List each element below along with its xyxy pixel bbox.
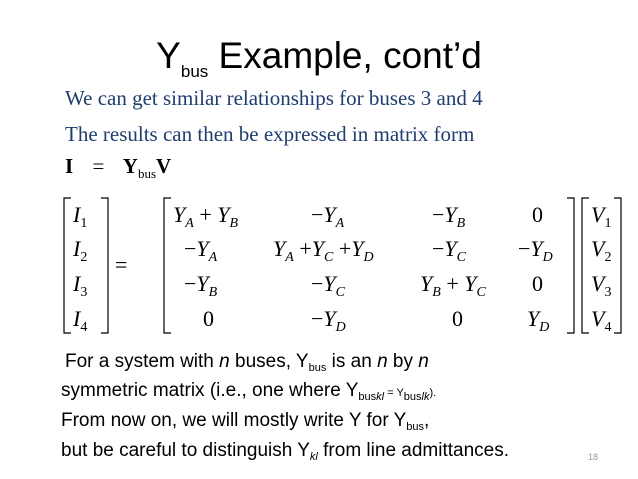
bracket-v-right [614,198,621,333]
i3: $I_3$ [73,271,88,300]
v1: $V_1$ [591,202,612,231]
title-y: Y [156,35,181,76]
eq-ysub: bus [137,166,156,181]
text-line-matrix-form: The results can then be expressed in matrix form [65,122,475,146]
m12: $-Y_A$ [311,202,345,231]
bracket-i-left [64,198,71,333]
eq-lhs: I [65,154,74,178]
m23: $-Y_C$ [432,236,467,265]
m14: 0 [532,202,543,227]
m43: 0 [452,306,463,331]
bottom-line-1 [65,351,429,374]
b2-sub1 [358,391,384,403]
eq-v: V [156,154,172,178]
m22: $Y_A +Y_C +Y_D$ [273,236,374,265]
b3-end: , [424,410,430,431]
bracket-y-left [164,198,171,333]
b3-text: From now on, we will mostly write Y for Y [61,410,407,431]
b1-text-b: buses, Y [229,351,309,372]
eq-equals: = [92,154,105,178]
b3-sub: bus [406,421,425,433]
text-line-buses: We can get similar relationships for buses 3 and 4 [65,86,483,110]
bracket-v-left [582,198,589,333]
m31: $-Y_B$ [184,271,218,300]
page-number: 18 [587,452,598,462]
m34: 0 [532,271,543,296]
m41: 0 [203,306,214,331]
b4-sub: kl [309,451,318,463]
b1-n3: n [418,351,429,372]
b4-text-b: from line admittances. [317,440,510,461]
m44: $Y_D$ [527,306,550,335]
title-rest: Example, cont’d [208,35,482,76]
b1-n2: n [377,351,388,372]
m24: $-Y_D$ [518,236,553,265]
matrix-equals: = [115,252,128,277]
m42: $-Y_D$ [311,306,346,335]
bottom-line-3 [61,410,429,433]
i4: $I_4$ [73,306,88,335]
v4: $V_4$ [591,306,612,335]
b1-text-c: is an [326,351,378,372]
bottom-line-2 [61,380,436,403]
eq-y: Y [122,154,138,178]
b2-eq: = Y [384,387,404,399]
b2-sub2-text: bus [403,391,422,403]
m32: $-Y_C$ [311,271,346,300]
b1-n1: n [219,351,230,372]
b2-sub1-text: bus [358,391,377,403]
m33: $Y_B + Y_C$ [420,271,486,300]
b1-text-a: For a system with [65,351,220,372]
b4-text-a: but be careful to distinguish Y [61,440,310,461]
m21: $-Y_A$ [184,236,218,265]
i2: $I_2$ [73,236,88,265]
b2-sub2 [404,391,430,403]
v2: $V_2$ [591,236,612,265]
i1: $I_1$ [73,202,88,231]
b1-sub: bus [308,362,327,374]
b2-end: ). [429,387,437,399]
v3: $V_3$ [591,271,612,300]
b2-k2: lk [421,391,430,403]
title-subscript: bus [180,62,209,81]
bottom-line-4 [61,440,509,463]
b2-k1: kl [376,391,385,403]
bracket-y-right [567,198,574,333]
b1-text-d: by [387,351,419,372]
bracket-i-right [101,198,108,333]
m13: $-Y_B$ [432,202,466,231]
b2-text-a: symmetric matrix (i.e., one where Y [61,380,359,401]
m11: $Y_A + Y_B$ [173,202,239,231]
